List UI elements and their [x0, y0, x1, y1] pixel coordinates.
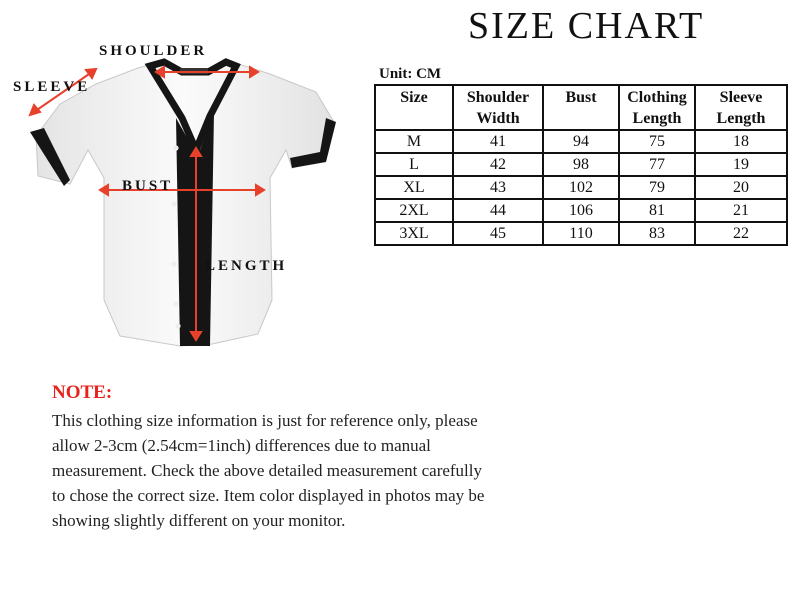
- shirt-button: [173, 145, 178, 150]
- bust-label: BUST: [122, 178, 174, 194]
- note-line: allow 2-3cm (2.54cm=1inch) differences due to manual: [52, 436, 431, 455]
- header-bust: Bust: [543, 85, 619, 130]
- table-cell: 83: [619, 222, 695, 245]
- note-text: [52, 408, 552, 533]
- table-row: [375, 153, 787, 176]
- table-cell: 102: [543, 176, 619, 199]
- table-cell: L: [375, 153, 453, 176]
- size-chart-title: SIZE CHART: [468, 5, 705, 47]
- shirt-button: [175, 323, 180, 328]
- table-cell: 45: [453, 222, 543, 245]
- sleeve-label: SLEEVE: [13, 79, 91, 95]
- table-cell: 18: [695, 130, 787, 153]
- shirt-button: [171, 261, 176, 266]
- note-line: showing slightly different on your monitor.: [52, 511, 346, 530]
- table-cell: 41: [453, 130, 543, 153]
- table-cell: 75: [619, 130, 695, 153]
- header-size: Size: [375, 85, 453, 130]
- table-row: [375, 176, 787, 199]
- unit-label: Unit: CM: [379, 66, 442, 82]
- shoulder-label: SHOULDER: [99, 43, 208, 59]
- table-cell: 106: [543, 199, 619, 222]
- table-cell: XL: [375, 176, 453, 199]
- table-cell: 43: [453, 176, 543, 199]
- table-cell: 19: [695, 153, 787, 176]
- table-row: [375, 130, 787, 153]
- table-cell: 94: [543, 130, 619, 153]
- table-cell: 79: [619, 176, 695, 199]
- table-cell: 22: [695, 222, 787, 245]
- table-row: [375, 199, 787, 222]
- size-table: [374, 84, 788, 246]
- header-sleeve-length: Sleeve Length: [695, 85, 787, 130]
- note-line: This clothing size information is just for reference only, please: [52, 411, 478, 430]
- length-label: LENGTH: [205, 258, 288, 274]
- note-line: to chose the correct size. Item color displayed in photos may be: [52, 486, 485, 505]
- table-header-row: [375, 85, 787, 130]
- table-cell: 3XL: [375, 222, 453, 245]
- table-cell: 2XL: [375, 199, 453, 222]
- note-title: NOTE:: [52, 382, 113, 403]
- table-row: [375, 222, 787, 245]
- header-clothing-length: Clothing Length: [619, 85, 695, 130]
- note-line: measurement. Check the above detailed measurement carefully: [52, 461, 483, 480]
- table-cell: 110: [543, 222, 619, 245]
- table-cell: 81: [619, 199, 695, 222]
- table-cell: 21: [695, 199, 787, 222]
- shirt-button: [173, 301, 178, 306]
- table-cell: 77: [619, 153, 695, 176]
- table-cell: 44: [453, 199, 543, 222]
- header-shoulder-width: Shoulder Width: [453, 85, 543, 130]
- table-cell: M: [375, 130, 453, 153]
- table-cell: 20: [695, 176, 787, 199]
- table-cell: 98: [543, 153, 619, 176]
- shirt-button: [171, 201, 176, 206]
- table-cell: 42: [453, 153, 543, 176]
